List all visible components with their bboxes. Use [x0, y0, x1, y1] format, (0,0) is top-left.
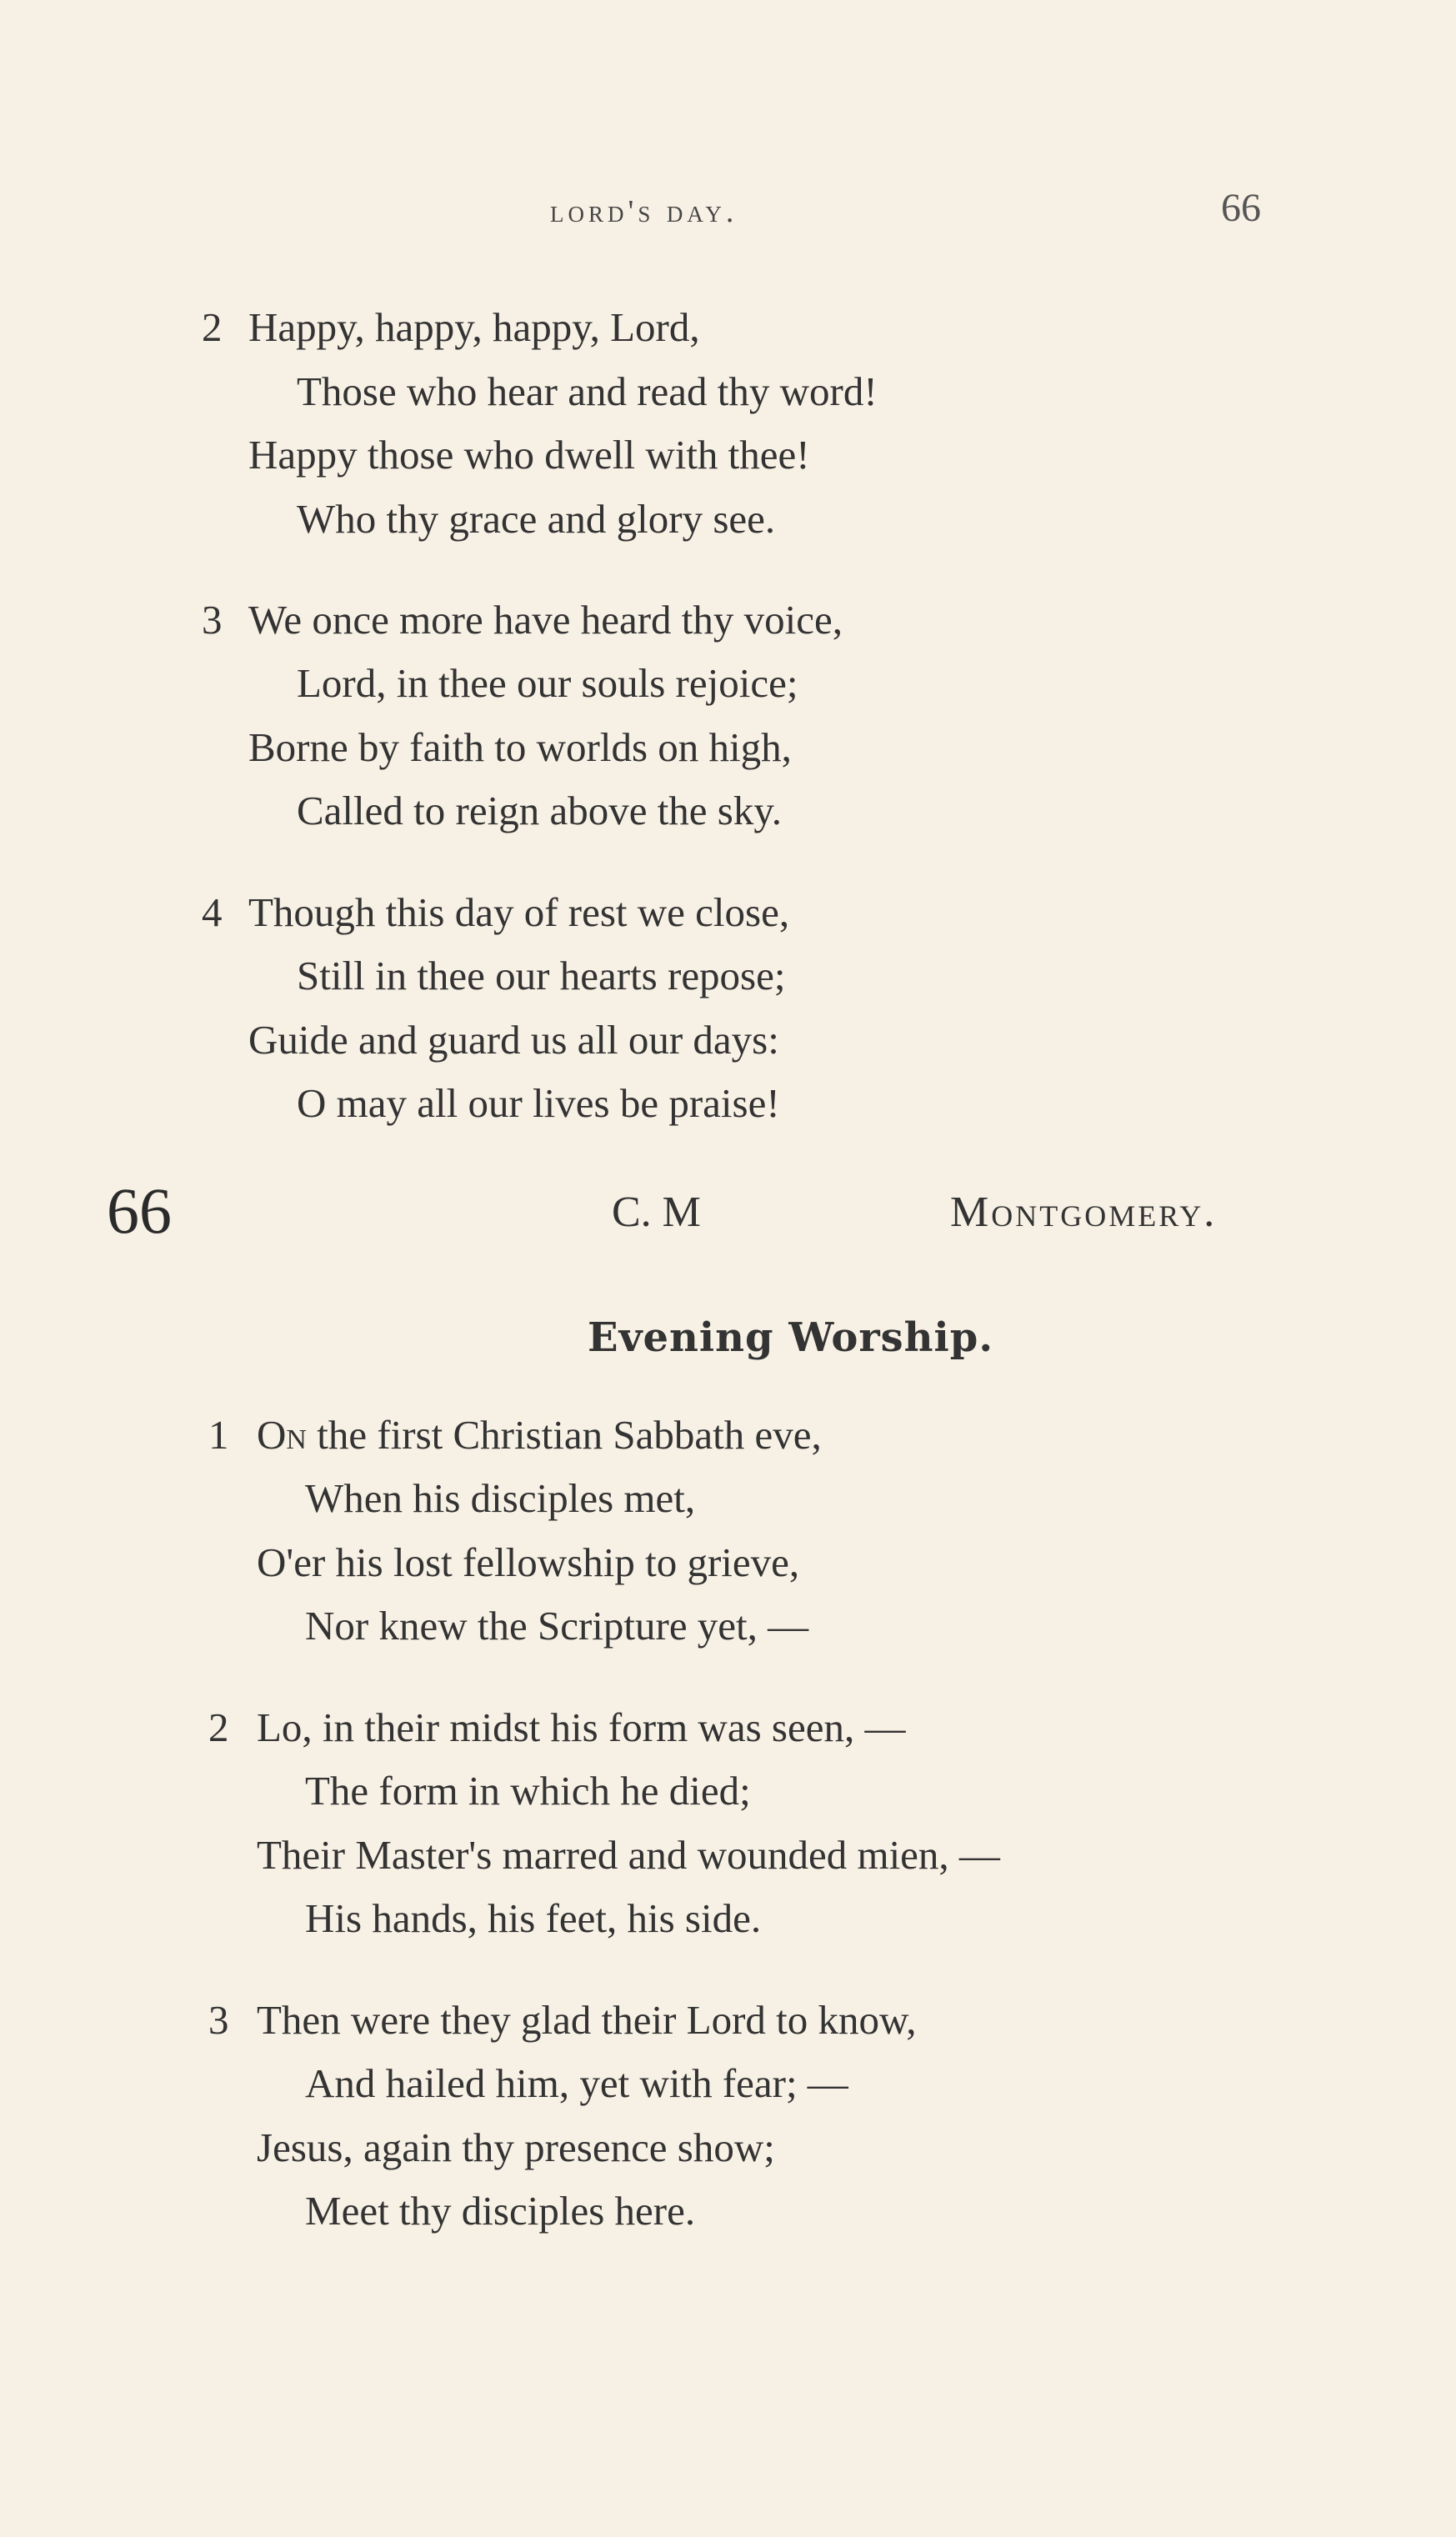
stanza-number: 4 [202, 889, 223, 935]
verse-line: O'er his lost fellowship to grieve, [257, 1539, 800, 1585]
verse-line: His hands, his feet, his side. [305, 1895, 762, 1941]
verse-line: The form in which he died; [305, 1768, 751, 1814]
hymn-author: Montgomery. [950, 1188, 1218, 1236]
stanza-number: 2 [202, 304, 223, 350]
verse-line: Lo, in their midst his form was seen, — [257, 1704, 906, 1750]
stanza-number: 2 [208, 1704, 229, 1750]
verse-line: Nor knew the Scripture yet, — [305, 1603, 809, 1649]
stanza-number: 3 [202, 597, 223, 643]
verse-line: Still in thee our hearts repose; [297, 953, 786, 998]
verse-line: Guide and guard us all our days: [248, 1017, 779, 1063]
verse-line: Borne by faith to worlds on high, [248, 724, 792, 770]
verse-line: Jesus, again thy presence show; [257, 2124, 775, 2170]
verse-line: Happy those who dwell with thee! [248, 432, 810, 478]
verse-line: Happy, happy, happy, Lord, [248, 304, 700, 350]
drop-word: On [257, 1412, 307, 1458]
stanza-number: 3 [208, 1997, 229, 2043]
verse-line: When his disciples met, [305, 1475, 696, 1521]
verse-line: And hailed him, yet with fear; — [305, 2060, 848, 2106]
verse-line: Their Master's marred and wounded mien, — [257, 1832, 1000, 1878]
hymn-number: 66 [107, 1174, 172, 1247]
running-head: lord's day. [550, 194, 738, 229]
page-number: 66 [1221, 186, 1261, 230]
verse-line: Though this day of rest we close, [248, 889, 790, 935]
verse-line: O may all our lives be praise! [297, 1080, 780, 1126]
verse-line: Then were they glad their Lord to know, [257, 1997, 917, 2043]
verse-line: Lord, in thee our souls rejoice; [297, 660, 798, 706]
hymn-meter: C. M [612, 1188, 701, 1236]
stanza-number: 1 [208, 1412, 229, 1458]
verse-line: Those who hear and read thy word! [297, 368, 878, 414]
verse-line [257, 1412, 822, 1458]
verse-line: Called to reign above the sky. [297, 788, 782, 833]
verse-line: Meet thy disciples here. [305, 2188, 696, 2234]
first-line-rest: the first Christian Sabbath eve, [306, 1412, 822, 1458]
verse-line: We once more have heard thy voice, [248, 597, 843, 643]
hymn-title: Evening Worship. [588, 1314, 994, 1361]
verse-line: Who thy grace and glory see. [297, 496, 776, 542]
